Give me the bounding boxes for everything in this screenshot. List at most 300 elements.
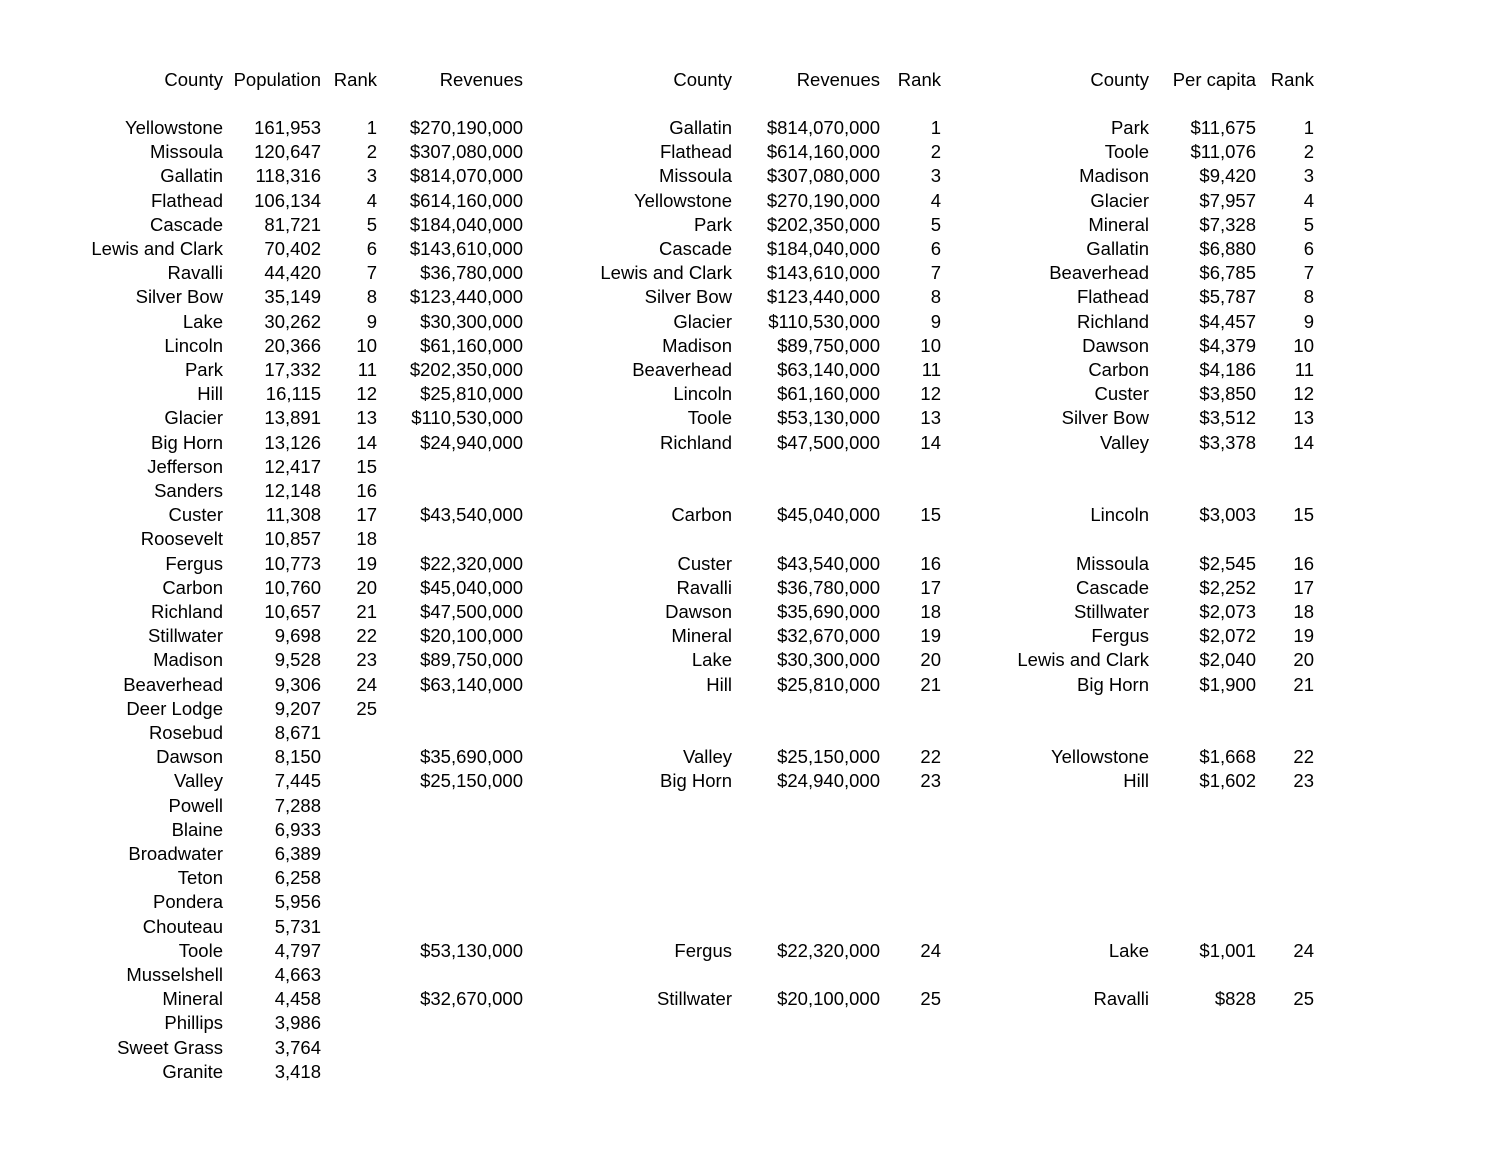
rank-cell: 6 bbox=[366, 238, 377, 259]
header-per-capita-rank: Rank bbox=[1270, 69, 1314, 90]
revenue-sorted-cell: $184,040,000 bbox=[766, 238, 880, 259]
table-row bbox=[0, 769, 1501, 793]
revenue-rank-cell: 11 bbox=[921, 359, 941, 380]
table-row bbox=[0, 600, 1501, 624]
table-row bbox=[0, 552, 1501, 576]
revenue-sorted-cell: $814,070,000 bbox=[766, 117, 880, 138]
county-cell: Deer Lodge bbox=[126, 697, 223, 719]
county-cell: Chouteau bbox=[142, 915, 223, 937]
table-row bbox=[0, 673, 1501, 697]
population-cell: 8,671 bbox=[274, 722, 321, 743]
percapita-county-cell: Madison bbox=[1079, 165, 1149, 187]
population-cell: 4,663 bbox=[274, 964, 321, 985]
table-row bbox=[0, 382, 1501, 406]
per-capita-cell: $4,186 bbox=[1199, 359, 1256, 380]
table-row bbox=[0, 794, 1501, 818]
per-capita-cell: $2,072 bbox=[1199, 625, 1256, 647]
table-row bbox=[0, 648, 1501, 672]
percapita-county-cell: Gallatin bbox=[1086, 238, 1149, 259]
percapita-county-cell: Flathead bbox=[1077, 286, 1149, 308]
county-cell: Powell bbox=[168, 794, 223, 816]
revenue-sorted-cell: $35,690,000 bbox=[777, 601, 880, 622]
revenue-county-cell: Yellowstone bbox=[633, 189, 732, 211]
population-cell: 13,891 bbox=[264, 407, 321, 429]
county-cell: Musselshell bbox=[126, 964, 223, 985]
revenues-cell: $53,130,000 bbox=[420, 939, 523, 961]
rank-cell: 16 bbox=[356, 480, 377, 501]
revenue-county-cell: Dawson bbox=[665, 601, 732, 622]
header-row bbox=[0, 68, 1501, 92]
rank-cell: 8 bbox=[366, 286, 377, 308]
revenue-rank-cell: 14 bbox=[920, 431, 941, 453]
per-capita-cell: $11,675 bbox=[1190, 117, 1256, 138]
table-row bbox=[0, 431, 1501, 455]
county-cell: Rosebud bbox=[148, 722, 223, 743]
county-cell: Missoula bbox=[150, 141, 223, 163]
revenue-rank-cell: 24 bbox=[920, 939, 941, 961]
revenue-sorted-cell: $123,440,000 bbox=[766, 286, 880, 308]
rank-cell: 17 bbox=[356, 504, 377, 526]
county-cell: Granite bbox=[162, 1060, 223, 1082]
revenue-county-cell: Stillwater bbox=[656, 988, 732, 1010]
table-row bbox=[0, 213, 1501, 237]
county-cell: Glacier bbox=[164, 407, 223, 429]
table-row bbox=[0, 890, 1501, 914]
per-capita-cell: $4,379 bbox=[1199, 334, 1256, 356]
table-row bbox=[0, 987, 1501, 1011]
revenue-sorted-cell: $45,040,000 bbox=[777, 504, 880, 526]
header-revenues: Revenues bbox=[439, 69, 523, 90]
rank-cell: 7 bbox=[366, 262, 377, 284]
percapita-county-cell: Big Horn bbox=[1077, 673, 1149, 695]
revenues-cell: $63,140,000 bbox=[420, 673, 523, 695]
revenue-rank-cell: 19 bbox=[920, 625, 941, 647]
county-cell: Beaverhead bbox=[123, 673, 223, 695]
revenue-sorted-cell: $25,150,000 bbox=[777, 746, 880, 768]
per-capita-rank-cell: 20 bbox=[1293, 649, 1314, 671]
revenues-cell: $123,440,000 bbox=[409, 286, 523, 308]
percapita-county-cell: Dawson bbox=[1082, 334, 1149, 356]
population-cell: 161,953 bbox=[254, 117, 321, 138]
county-cell: Yellowstone bbox=[124, 117, 223, 138]
revenue-rank-cell: 20 bbox=[920, 649, 941, 671]
revenue-rank-cell: 7 bbox=[930, 262, 941, 284]
per-capita-cell: $2,252 bbox=[1199, 576, 1256, 598]
county-cell: Flathead bbox=[151, 189, 223, 211]
revenues-cell: $307,080,000 bbox=[409, 141, 523, 163]
population-cell: 4,458 bbox=[274, 988, 321, 1010]
county-cell: Pondera bbox=[153, 891, 223, 913]
revenue-rank-cell: 15 bbox=[920, 504, 941, 526]
population-cell: 20,366 bbox=[264, 334, 321, 356]
per-capita-rank-cell: 4 bbox=[1303, 189, 1314, 211]
revenues-cell: $614,160,000 bbox=[409, 189, 523, 211]
county-cell: Silver Bow bbox=[135, 286, 223, 308]
percapita-county-cell: Glacier bbox=[1090, 189, 1149, 211]
per-capita-cell: $3,003 bbox=[1199, 504, 1256, 526]
county-cell: Gallatin bbox=[160, 165, 223, 187]
per-capita-cell: $11,076 bbox=[1190, 141, 1256, 163]
per-capita-cell: $828 bbox=[1214, 988, 1256, 1010]
percapita-county-cell: Lake bbox=[1108, 939, 1149, 961]
revenue-county-cell: Lincoln bbox=[673, 383, 732, 405]
revenue-sorted-cell: $307,080,000 bbox=[766, 165, 880, 187]
revenue-sorted-cell: $30,300,000 bbox=[777, 649, 880, 671]
population-cell: 3,764 bbox=[274, 1036, 321, 1058]
population-cell: 6,258 bbox=[274, 867, 321, 889]
population-cell: 3,986 bbox=[274, 1012, 321, 1034]
population-cell: 118,316 bbox=[255, 165, 321, 187]
population-cell: 70,402 bbox=[264, 238, 321, 259]
revenue-sorted-cell: $32,670,000 bbox=[777, 625, 880, 647]
population-cell: 13,126 bbox=[264, 431, 321, 453]
revenue-county-cell: Madison bbox=[662, 334, 732, 356]
table-row bbox=[0, 1036, 1501, 1060]
county-cell: Madison bbox=[153, 649, 223, 671]
per-capita-cell: $1,001 bbox=[1199, 939, 1256, 961]
header-revenue-rank: Rank bbox=[897, 69, 941, 90]
county-cell: Teton bbox=[177, 867, 223, 889]
per-capita-rank-cell: 3 bbox=[1303, 165, 1314, 187]
table-row bbox=[0, 866, 1501, 890]
revenues-cell: $47,500,000 bbox=[420, 601, 523, 622]
county-cell: Toole bbox=[178, 939, 223, 961]
per-capita-cell: $1,602 bbox=[1199, 770, 1256, 792]
rank-cell: 10 bbox=[356, 334, 377, 356]
per-capita-rank-cell: 16 bbox=[1293, 552, 1314, 574]
population-cell: 81,721 bbox=[264, 213, 321, 235]
population-cell: 30,262 bbox=[264, 310, 321, 332]
per-capita-cell: $3,512 bbox=[1199, 407, 1256, 429]
per-capita-rank-cell: 23 bbox=[1293, 770, 1314, 792]
population-cell: 9,528 bbox=[274, 649, 321, 671]
revenue-county-cell: Lewis and Clark bbox=[600, 262, 732, 284]
population-cell: 9,306 bbox=[274, 673, 321, 695]
county-cell: Mineral bbox=[162, 988, 223, 1010]
table-row bbox=[0, 285, 1501, 309]
rank-cell: 5 bbox=[366, 213, 377, 235]
table-row bbox=[0, 237, 1501, 261]
rank-cell: 2 bbox=[366, 141, 377, 163]
header-county: County bbox=[164, 69, 223, 90]
table-row bbox=[0, 406, 1501, 430]
rank-cell: 25 bbox=[356, 697, 377, 719]
percapita-county-cell: Park bbox=[1110, 117, 1149, 138]
percapita-county-cell: Toole bbox=[1104, 141, 1149, 163]
revenue-sorted-cell: $614,160,000 bbox=[766, 141, 880, 163]
per-capita-cell: $4,457 bbox=[1199, 310, 1256, 332]
per-capita-rank-cell: 11 bbox=[1294, 359, 1314, 380]
revenue-rank-cell: 9 bbox=[930, 310, 941, 332]
revenues-cell: $30,300,000 bbox=[420, 310, 523, 332]
population-cell: 11,308 bbox=[265, 504, 321, 526]
table-row bbox=[0, 697, 1501, 721]
revenues-cell: $89,750,000 bbox=[420, 649, 523, 671]
population-cell: 10,773 bbox=[264, 552, 321, 574]
county-cell: Custer bbox=[168, 504, 223, 526]
per-capita-cell: $2,545 bbox=[1199, 552, 1256, 574]
header-revenues-sorted: Revenues bbox=[796, 69, 880, 90]
per-capita-rank-cell: 13 bbox=[1293, 407, 1314, 429]
header-county-by-per-capita: County bbox=[1090, 69, 1149, 90]
rank-cell: 14 bbox=[356, 431, 377, 453]
revenue-county-cell: Custer bbox=[677, 552, 732, 574]
per-capita-rank-cell: 5 bbox=[1303, 213, 1314, 235]
percapita-county-cell: Beaverhead bbox=[1049, 262, 1149, 284]
revenue-county-cell: Lake bbox=[691, 649, 732, 671]
per-capita-cell: $2,073 bbox=[1199, 601, 1256, 622]
revenues-cell: $202,350,000 bbox=[409, 359, 523, 380]
revenues-cell: $143,610,000 bbox=[409, 238, 523, 259]
table-row bbox=[0, 1060, 1501, 1084]
population-cell: 6,389 bbox=[274, 843, 321, 864]
revenue-county-cell: Toole bbox=[687, 407, 732, 429]
revenue-county-cell: Park bbox=[693, 213, 732, 235]
revenue-county-cell: Beaverhead bbox=[632, 359, 732, 380]
per-capita-cell: $7,957 bbox=[1199, 189, 1256, 211]
population-cell: 10,857 bbox=[264, 528, 321, 550]
population-cell: 35,149 bbox=[264, 286, 321, 308]
per-capita-cell: $6,785 bbox=[1199, 262, 1256, 284]
per-capita-rank-cell: 19 bbox=[1293, 625, 1314, 647]
county-cell: Lake bbox=[182, 310, 223, 332]
county-cell: Park bbox=[184, 359, 223, 380]
population-cell: 12,148 bbox=[264, 480, 321, 501]
population-cell: 120,647 bbox=[254, 141, 321, 163]
revenue-county-cell: Ravalli bbox=[676, 576, 732, 598]
table-row bbox=[0, 527, 1501, 551]
per-capita-rank-cell: 22 bbox=[1293, 746, 1314, 768]
rank-cell: 19 bbox=[356, 552, 377, 574]
revenue-rank-cell: 22 bbox=[920, 746, 941, 768]
revenue-sorted-cell: $110,530,000 bbox=[768, 310, 880, 332]
revenues-cell: $814,070,000 bbox=[409, 165, 523, 187]
revenue-county-cell: Fergus bbox=[674, 939, 732, 961]
rank-cell: 24 bbox=[356, 673, 377, 695]
revenue-county-cell: Silver Bow bbox=[644, 286, 732, 308]
table-row bbox=[0, 963, 1501, 987]
county-cell: Sanders bbox=[154, 480, 223, 501]
revenue-rank-cell: 21 bbox=[920, 673, 941, 695]
revenue-county-cell: Glacier bbox=[673, 310, 732, 332]
per-capita-cell: $5,787 bbox=[1199, 286, 1256, 308]
table-row bbox=[0, 745, 1501, 769]
percapita-county-cell: Lincoln bbox=[1090, 504, 1149, 526]
percapita-county-cell: Richland bbox=[1077, 310, 1149, 332]
table-row bbox=[0, 624, 1501, 648]
population-cell: 6,933 bbox=[274, 818, 321, 840]
per-capita-rank-cell: 12 bbox=[1293, 383, 1314, 405]
percapita-county-cell: Silver Bow bbox=[1061, 407, 1149, 429]
rank-cell: 3 bbox=[366, 165, 377, 187]
table-row bbox=[0, 455, 1501, 479]
percapita-county-cell: Stillwater bbox=[1073, 601, 1149, 622]
revenues-cell: $270,190,000 bbox=[409, 117, 523, 138]
rank-cell: 21 bbox=[356, 601, 377, 622]
county-cell: Stillwater bbox=[147, 625, 223, 647]
revenue-county-cell: Cascade bbox=[658, 238, 732, 259]
percapita-county-cell: Missoula bbox=[1076, 552, 1149, 574]
revenue-sorted-cell: $25,810,000 bbox=[777, 673, 880, 695]
per-capita-cell: $1,900 bbox=[1199, 673, 1256, 695]
revenue-county-cell: Mineral bbox=[671, 625, 732, 647]
revenues-cell: $61,160,000 bbox=[420, 334, 523, 356]
revenue-rank-cell: 13 bbox=[920, 407, 941, 429]
revenue-rank-cell: 8 bbox=[930, 286, 941, 308]
revenue-sorted-cell: $202,350,000 bbox=[766, 213, 880, 235]
revenue-rank-cell: 6 bbox=[930, 238, 941, 259]
percapita-county-cell: Valley bbox=[1099, 431, 1149, 453]
per-capita-rank-cell: 25 bbox=[1293, 988, 1314, 1010]
revenues-cell: $25,810,000 bbox=[420, 383, 523, 405]
rank-cell: 9 bbox=[366, 310, 377, 332]
population-cell: 10,657 bbox=[264, 601, 321, 622]
table-row bbox=[0, 842, 1501, 866]
county-cell: Lewis and Clark bbox=[91, 238, 223, 259]
revenue-county-cell: Gallatin bbox=[669, 117, 732, 138]
per-capita-rank-cell: 18 bbox=[1293, 601, 1314, 622]
population-cell: 5,731 bbox=[274, 915, 321, 937]
per-capita-rank-cell: 15 bbox=[1293, 504, 1314, 526]
county-cell: Jefferson bbox=[147, 455, 223, 477]
table-row bbox=[0, 939, 1501, 963]
rank-cell: 1 bbox=[366, 117, 377, 138]
revenues-cell: $32,670,000 bbox=[420, 988, 523, 1010]
header-population: Population bbox=[233, 69, 321, 90]
county-cell: Richland bbox=[151, 601, 223, 622]
revenue-rank-cell: 1 bbox=[930, 117, 941, 138]
percapita-county-cell: Ravalli bbox=[1093, 988, 1149, 1010]
percapita-county-cell: Cascade bbox=[1075, 576, 1149, 598]
revenue-sorted-cell: $53,130,000 bbox=[777, 407, 880, 429]
population-cell: 17,332 bbox=[264, 359, 321, 380]
per-capita-rank-cell: 2 bbox=[1303, 141, 1314, 163]
revenue-county-cell: Big Horn bbox=[660, 770, 732, 792]
revenue-rank-cell: 18 bbox=[920, 601, 941, 622]
revenue-sorted-cell: $61,160,000 bbox=[777, 383, 880, 405]
revenues-cell: $36,780,000 bbox=[420, 262, 523, 284]
revenue-sorted-cell: $43,540,000 bbox=[777, 552, 880, 574]
per-capita-cell: $6,880 bbox=[1199, 238, 1256, 259]
revenue-county-cell: Flathead bbox=[660, 141, 732, 163]
per-capita-rank-cell: 21 bbox=[1293, 673, 1314, 695]
per-capita-rank-cell: 9 bbox=[1303, 310, 1314, 332]
per-capita-rank-cell: 1 bbox=[1303, 117, 1314, 138]
percapita-county-cell: Hill bbox=[1123, 770, 1149, 792]
population-cell: 3,418 bbox=[274, 1060, 321, 1082]
revenue-county-cell: Missoula bbox=[659, 165, 732, 187]
rank-cell: 22 bbox=[356, 625, 377, 647]
revenue-sorted-cell: $270,190,000 bbox=[766, 189, 880, 211]
county-cell: Roosevelt bbox=[140, 528, 223, 550]
rank-cell: 12 bbox=[356, 383, 377, 405]
population-cell: 16,115 bbox=[265, 383, 321, 405]
county-cell: Lincoln bbox=[164, 334, 223, 356]
county-cell: Ravalli bbox=[167, 262, 223, 284]
population-cell: 8,150 bbox=[274, 746, 321, 768]
per-capita-rank-cell: 24 bbox=[1293, 939, 1314, 961]
population-cell: 106,134 bbox=[254, 189, 321, 211]
county-cell: Sweet Grass bbox=[117, 1036, 223, 1058]
revenue-sorted-cell: $24,940,000 bbox=[777, 770, 880, 792]
county-cell: Blaine bbox=[171, 818, 223, 840]
population-cell: 7,288 bbox=[274, 794, 321, 816]
population-cell: 7,445 bbox=[274, 770, 321, 792]
per-capita-cell: $3,378 bbox=[1199, 431, 1256, 453]
table-row bbox=[0, 1011, 1501, 1035]
revenues-cell: $43,540,000 bbox=[420, 504, 523, 526]
per-capita-cell: $1,668 bbox=[1199, 746, 1256, 768]
percapita-county-cell: Lewis and Clark bbox=[1017, 649, 1149, 671]
county-cell: Dawson bbox=[156, 746, 223, 768]
percapita-county-cell: Carbon bbox=[1088, 359, 1149, 380]
revenues-cell: $24,940,000 bbox=[420, 431, 523, 453]
revenues-cell: $35,690,000 bbox=[420, 746, 523, 768]
county-cell: Cascade bbox=[149, 213, 223, 235]
revenues-cell: $45,040,000 bbox=[420, 576, 523, 598]
per-capita-cell: $3,850 bbox=[1199, 383, 1256, 405]
rank-cell: 23 bbox=[356, 649, 377, 671]
per-capita-rank-cell: 14 bbox=[1293, 431, 1314, 453]
revenue-rank-cell: 2 bbox=[930, 141, 941, 163]
per-capita-rank-cell: 8 bbox=[1303, 286, 1314, 308]
revenue-sorted-cell: $143,610,000 bbox=[766, 262, 880, 284]
revenue-rank-cell: 16 bbox=[920, 552, 941, 574]
rank-cell: 11 bbox=[357, 359, 377, 380]
per-capita-cell: $9,420 bbox=[1199, 165, 1256, 187]
table-row bbox=[0, 189, 1501, 213]
revenue-county-cell: Carbon bbox=[671, 504, 732, 526]
table-row bbox=[0, 261, 1501, 285]
revenue-sorted-cell: $89,750,000 bbox=[777, 334, 880, 356]
revenue-rank-cell: 12 bbox=[920, 383, 941, 405]
revenue-rank-cell: 4 bbox=[930, 189, 941, 211]
county-cell: Valley bbox=[173, 770, 223, 792]
table-row bbox=[0, 310, 1501, 334]
percapita-county-cell: Custer bbox=[1094, 383, 1149, 405]
revenues-cell: $22,320,000 bbox=[420, 552, 523, 574]
revenues-cell: $25,150,000 bbox=[420, 770, 523, 792]
header-per-capita: Per capita bbox=[1172, 69, 1256, 90]
rank-cell: 18 bbox=[356, 528, 377, 550]
per-capita-rank-cell: 7 bbox=[1303, 262, 1314, 284]
revenue-county-cell: Hill bbox=[706, 673, 732, 695]
table-row bbox=[0, 116, 1501, 140]
per-capita-rank-cell: 10 bbox=[1293, 334, 1314, 356]
header-rank: Rank bbox=[333, 69, 377, 90]
table-row bbox=[0, 479, 1501, 503]
population-cell: 9,207 bbox=[274, 697, 321, 719]
revenue-sorted-cell: $47,500,000 bbox=[777, 431, 880, 453]
revenues-cell: $20,100,000 bbox=[420, 625, 523, 647]
revenue-rank-cell: 5 bbox=[930, 213, 941, 235]
per-capita-cell: $7,328 bbox=[1199, 213, 1256, 235]
table-row bbox=[0, 164, 1501, 188]
population-cell: 12,417 bbox=[264, 455, 321, 477]
population-cell: 5,956 bbox=[274, 891, 321, 913]
table-row bbox=[0, 576, 1501, 600]
table-row bbox=[0, 503, 1501, 527]
revenue-sorted-cell: $20,100,000 bbox=[777, 988, 880, 1010]
revenue-county-cell: Valley bbox=[682, 746, 732, 768]
population-cell: 44,420 bbox=[264, 262, 321, 284]
per-capita-rank-cell: 17 bbox=[1293, 576, 1314, 598]
revenue-county-cell: Richland bbox=[660, 431, 732, 453]
revenue-sorted-cell: $63,140,000 bbox=[777, 359, 880, 380]
per-capita-rank-cell: 6 bbox=[1303, 238, 1314, 259]
rank-cell: 4 bbox=[366, 189, 377, 211]
revenue-rank-cell: 17 bbox=[920, 576, 941, 598]
